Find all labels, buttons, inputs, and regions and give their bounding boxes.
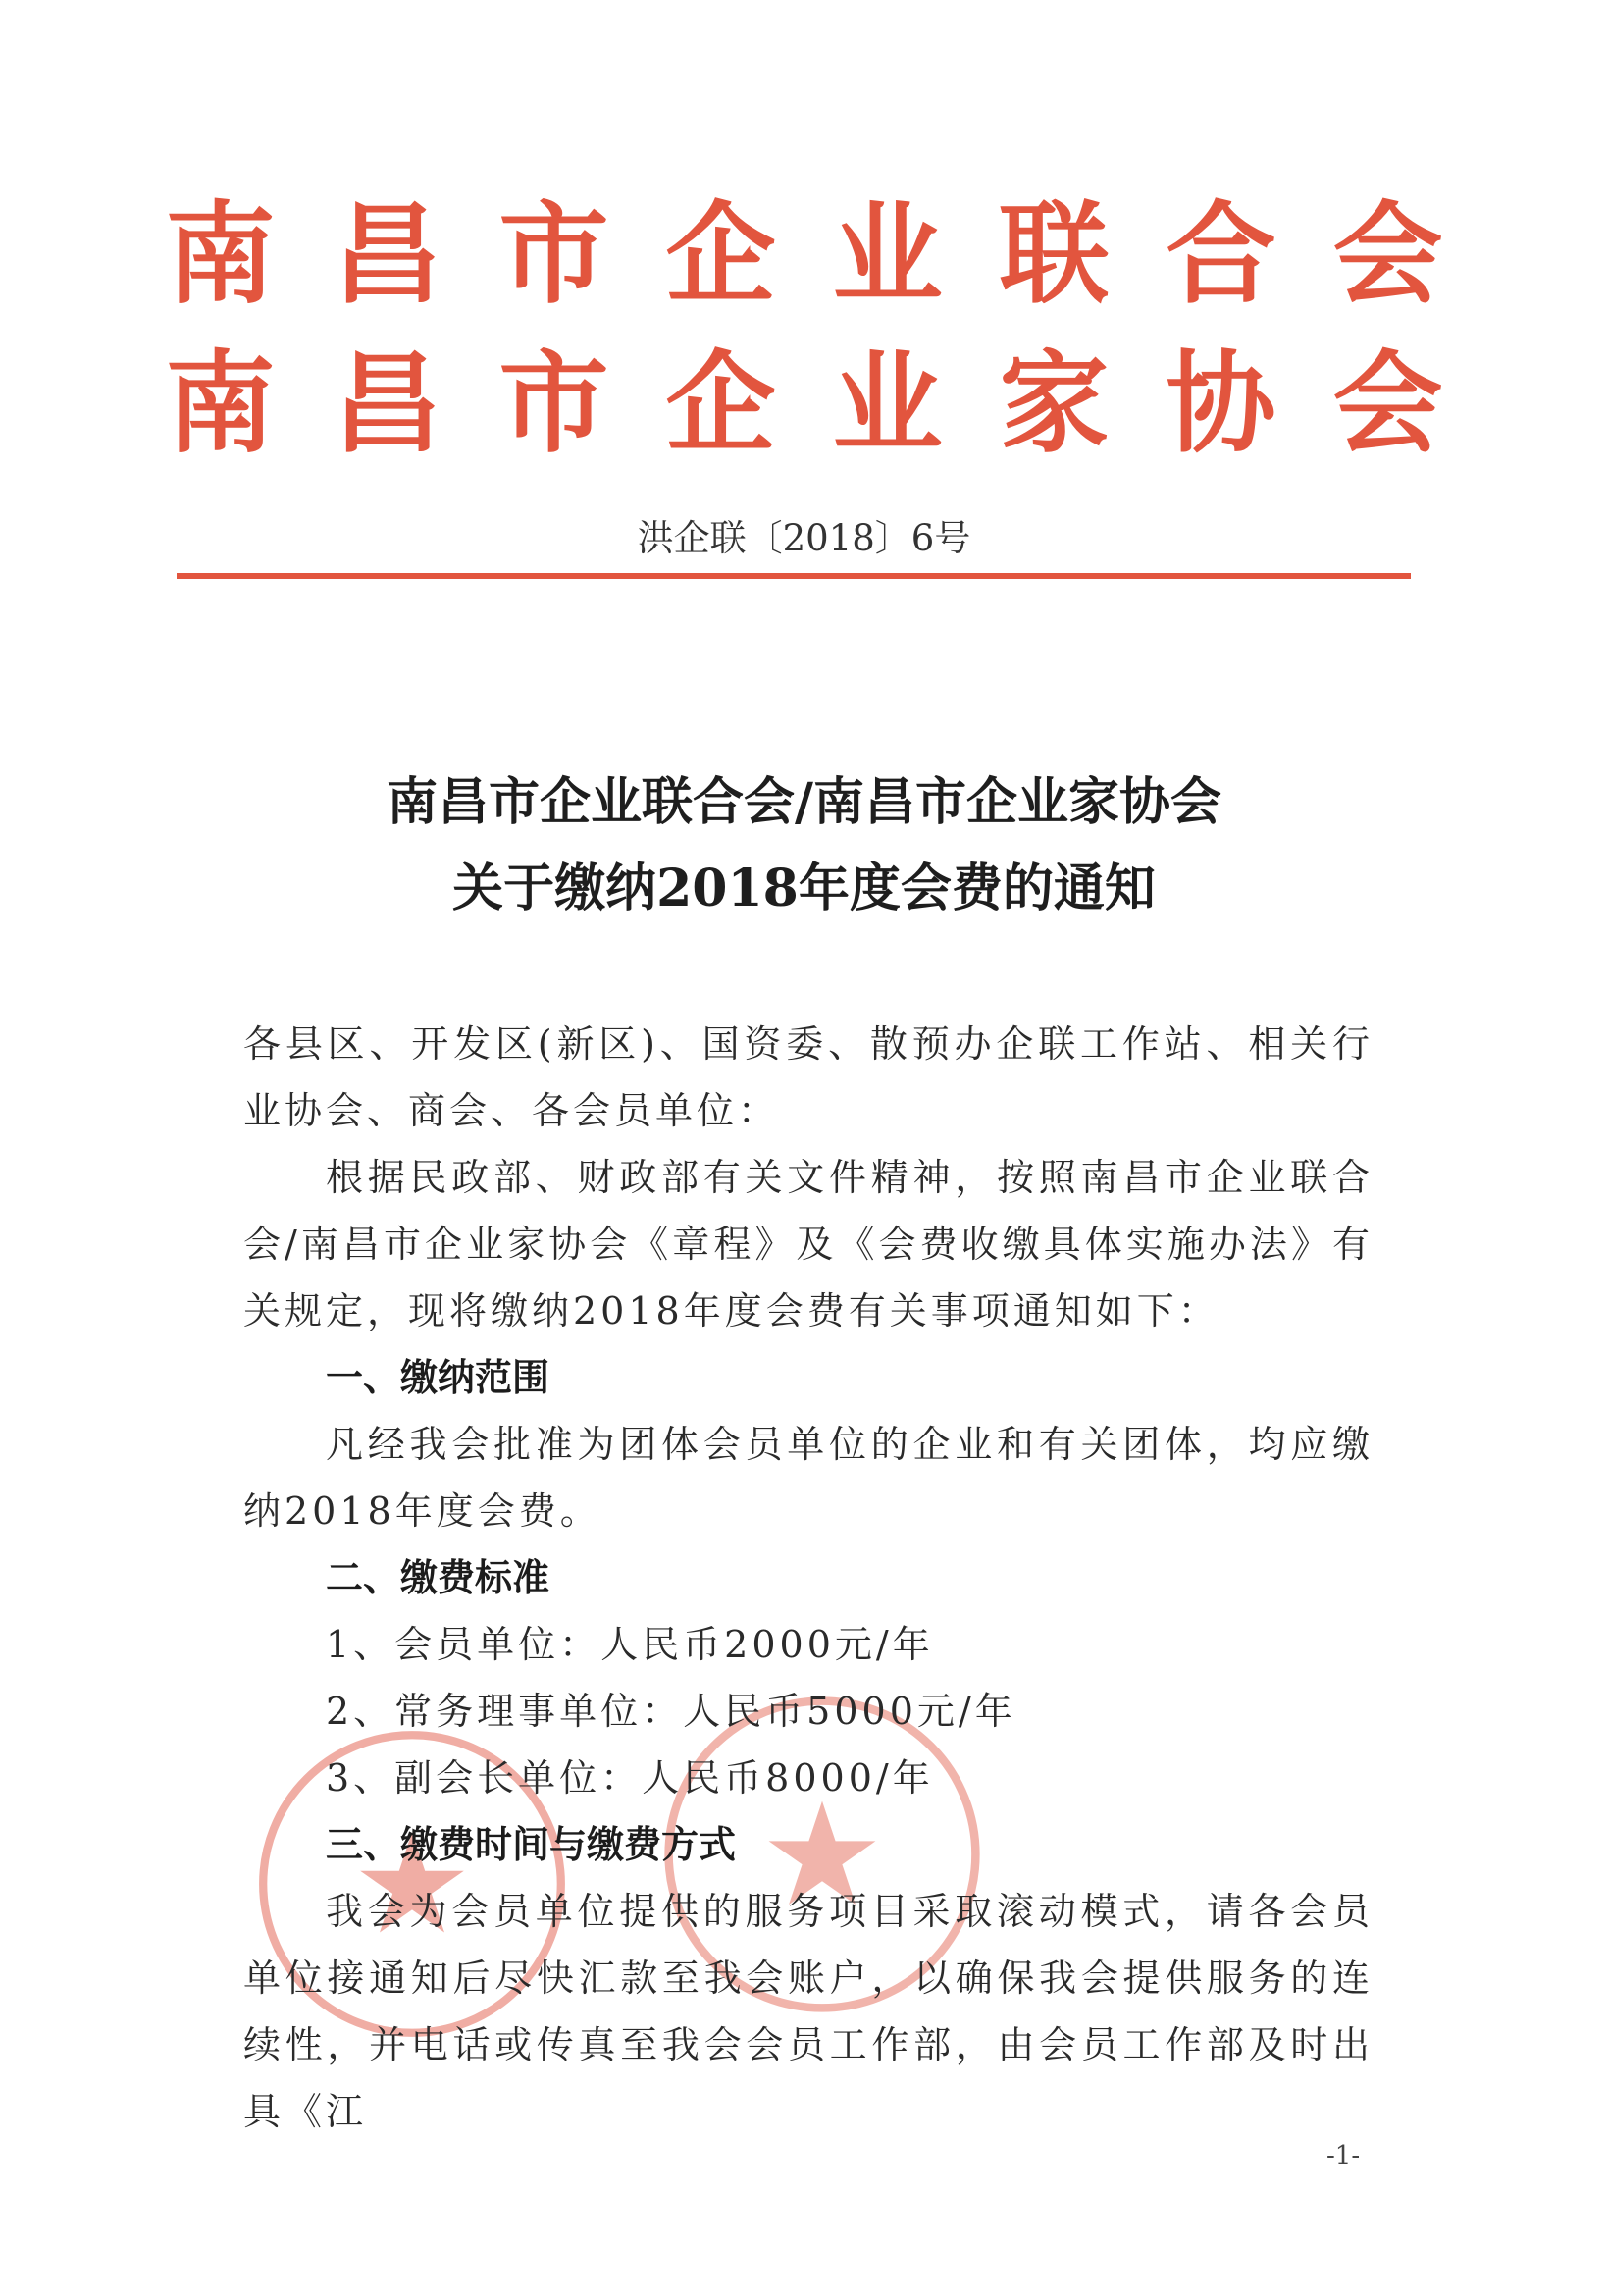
header-divider (177, 573, 1411, 579)
intro-paragraph: 根据民政部、财政部有关文件精神，按照南昌市企业联合会/南昌市企业家协会《章程》及《会费收缴具体实施办法》有关规定，现将缴纳2018年度会费有关事项通知如下： (243, 1156, 1374, 1332)
section-3-text: 我会为会员单位提供的服务项目采取滚动模式，请各会员单位接通知后尽快汇款至我会账户，以确保我会提供服务的连续性，并电话或传真至我会会员工作部，由会员工作部及时出具《江 (243, 1890, 1374, 2133)
document-number: 洪企联〔2018〕6号 (637, 517, 971, 559)
notice-title-line-2: 关于缴纳2018年度会费的通知 (452, 859, 1156, 918)
section-3-title: 三、缴费时间与缴费方式 (326, 1823, 737, 1866)
section-2-title: 二、缴费标准 (326, 1556, 550, 1599)
fee-item-standing-director: 2、常务理事单位：人民币5000元/年 (326, 1690, 1016, 1733)
addressee: 各县区、开发区(新区)、国资委、散预办企联工作站、相关行业协会、商会、各会员单位： (243, 1022, 1374, 1132)
org-header-line-2: 南昌市企业家协会 (165, 340, 1500, 468)
org-header-line-1: 南昌市企业联合会 (165, 191, 1500, 319)
notice-title-line-1: 南昌市企业联合会/南昌市企业家协会 (387, 772, 1221, 832)
notice-body (243, 1011, 1374, 2145)
fee-item-member: 1、会员单位：人民币2000元/年 (326, 1623, 934, 1666)
section-1-text: 凡经我会批准为团体会员单位的企业和有关团体，均应缴纳2018年度会费。 (243, 1423, 1374, 1533)
section-1-title: 一、缴纳范围 (326, 1356, 550, 1399)
fee-item-vice-president: 3、副会长单位：人民币8000/年 (326, 1756, 934, 1800)
page-number: -1- (1326, 2141, 1361, 2170)
